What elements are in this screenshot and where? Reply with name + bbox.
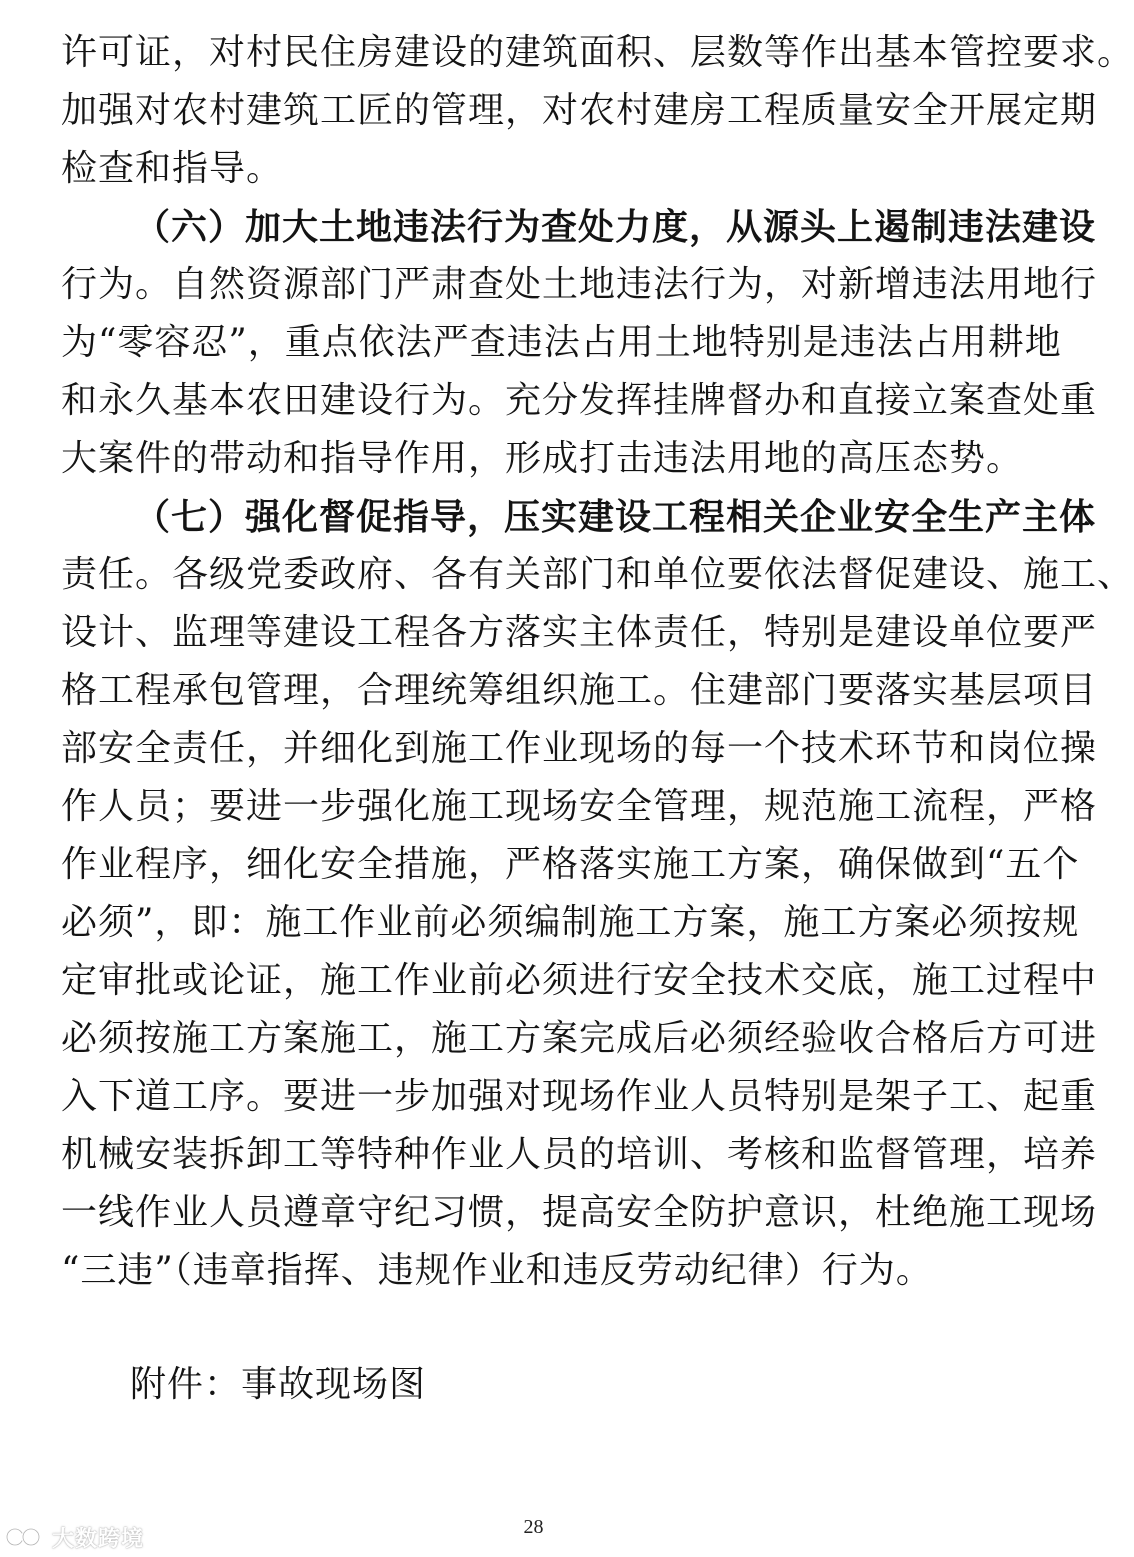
- text-line-14: 作人员；要进一步强化施工现场安全管理，规范施工流程，严格: [61, 786, 1098, 827]
- text-line-7: 和永久基本农田建设行为。充分发挥挂牌督办和直接立案查处重: [61, 380, 1098, 421]
- text-line-12: 格工程承包管理，合理统筹组织施工。住建部门要落实基层项目: [61, 670, 1098, 711]
- text-line-3: 检查和指导。: [61, 148, 284, 189]
- text-line-8: 大案件的带动和指导作用，形成打击违法用地的高压态势。: [61, 438, 1024, 479]
- text-line-16: 必须”，即：施工作业前必须编制施工方案，施工方案必须按规: [61, 902, 1080, 943]
- section-six-heading-line: （六）加大土地违法行为查处力度，从源头上遏制违法建设: [134, 206, 1097, 248]
- watermark-text: 大数跨境: [52, 1526, 145, 1552]
- attachment-line: 附件：事故现场图: [130, 1364, 427, 1405]
- text-line-19: 入下道工序。要进一步加强对现场作业人员特别是架子工、起重: [61, 1076, 1098, 1117]
- watermark: [4, 1522, 144, 1552]
- logo-icon: [4, 1525, 48, 1549]
- text-line-13: 部安全责任，并细化到施工作业现场的每一个技术环节和岗位操: [61, 728, 1098, 769]
- section-seven-heading-line: （七）强化督促指导，压实建设工程相关企业安全生产主体: [134, 496, 1097, 538]
- text-line-18: 必须按施工方案施工，施工方案完成后必须经验收合格后方可进: [61, 1018, 1098, 1059]
- text-line-1: 许可证，对村民住房建设的建筑面积、层数等作出基本管控要求。: [61, 32, 1134, 73]
- text-line-22: “三违”（违章指挥、违规作业和违反劳动纪律）行为。: [61, 1250, 933, 1291]
- text-line-17: 定审批或论证，施工作业前必须进行安全技术交底，施工过程中: [61, 960, 1098, 1001]
- text-line-5: 行为。自然资源部门严肃查处土地违法行为，对新增违法用地行: [61, 264, 1098, 305]
- text-line-2: 加强对农村建筑工匠的管理，对农村建房工程质量安全开展定期: [61, 90, 1098, 131]
- text-line-15: 作业程序，细化安全措施，严格落实施工方案，确保做到“五个: [61, 844, 1080, 885]
- text-line-11: 设计、监理等建设工程各方落实主体责任，特别是建设单位要严: [61, 612, 1098, 653]
- text-line-6: 为“零容忍”，重点依法严查违法占用土地特别是违法占用耕地: [61, 322, 1062, 363]
- text-line-10: 责任。各级党委政府、各有关部门和单位要依法督促建设、施工、: [61, 554, 1134, 595]
- text-line-21: 一线作业人员遵章守纪习惯，提高安全防护意识，杜绝施工现场: [61, 1192, 1098, 1233]
- text-line-20: 机械安装拆卸工等特种作业人员的培训、考核和监督管理，培养: [61, 1134, 1098, 1175]
- page-number: 28: [523, 1516, 544, 1538]
